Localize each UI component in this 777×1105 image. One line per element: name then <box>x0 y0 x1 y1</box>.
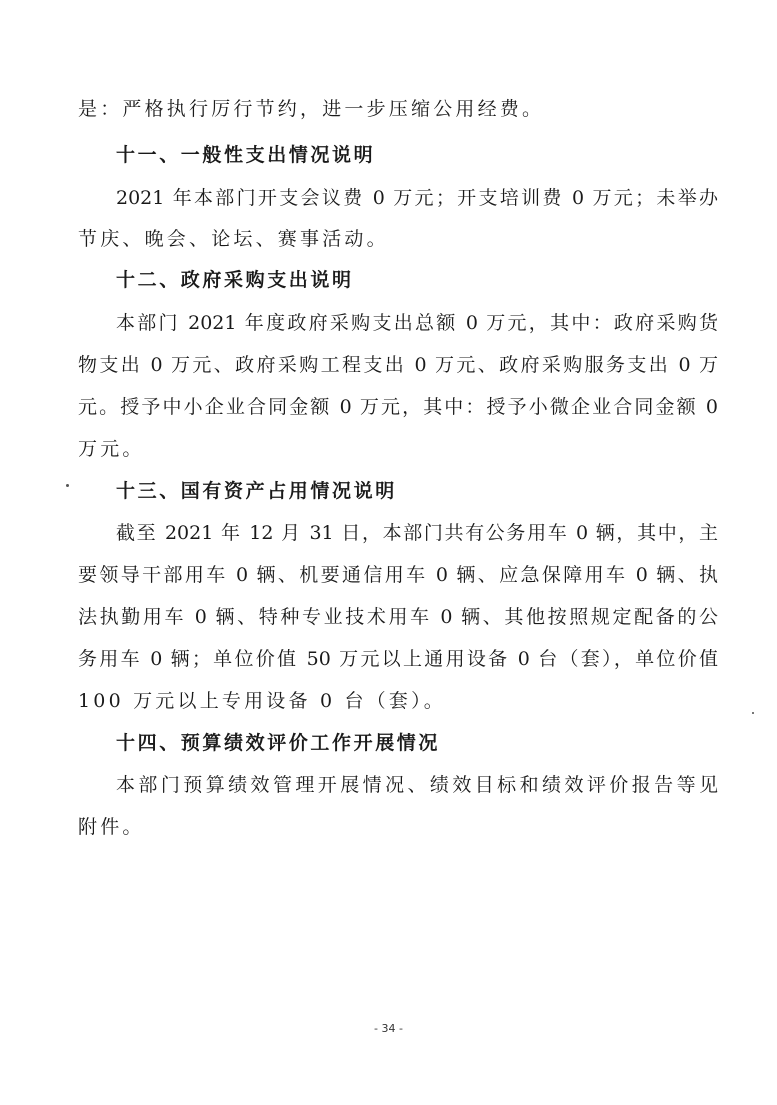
paragraph-line: 100 万元以上专用设备 0 台（套）。 <box>78 690 446 712</box>
paragraph-line: 务用车 0 辆；单位价值 50 万元以上通用设备 0 台（套），单位价值 <box>78 648 718 670</box>
paragraph-line: 要领导干部用车 0 辆、机要通信用车 0 辆、应急保障用车 0 辆、执 <box>78 564 718 586</box>
section-heading-13: 十三、国有资产占用情况说明 <box>116 480 397 502</box>
scan-speck <box>752 712 754 714</box>
paragraph-line: 截至 2021 年 12 月 31 日，本部门共有公务用车 0 辆，其中，主 <box>116 522 718 544</box>
paragraph-line: 物支出 0 万元、政府采购工程支出 0 万元、政府采购服务支出 0 万 <box>78 354 718 376</box>
paragraph-line: 本部门预算绩效管理开展情况、绩效目标和绩效评价报告等见 <box>116 774 718 796</box>
paragraph-line: 元。授予中小企业合同金额 0 万元，其中：授予小微企业合同金额 0 <box>78 396 718 418</box>
paragraph-line: 2021 年本部门开支会议费 0 万元；开支培训费 0 万元；未举办 <box>116 187 718 209</box>
paragraph-line: 节庆、晚会、论坛、赛事活动。 <box>78 228 389 250</box>
paragraph-line: 法执勤用车 0 辆、特种专业技术用车 0 辆、其他按照规定配备的公 <box>78 606 718 628</box>
paragraph-line: 本部门 2021 年度政府采购支出总额 0 万元，其中：政府采购货 <box>116 312 718 334</box>
page-number: - 34 - <box>374 1022 403 1035</box>
section-heading-12: 十二、政府采购支出说明 <box>116 269 354 291</box>
paragraph-line: 万元。 <box>78 438 145 460</box>
section-heading-11: 十一、一般性支出情况说明 <box>116 144 376 166</box>
paragraph-line: 附件。 <box>78 816 145 838</box>
paragraph-line: 是：严格执行厉行节约，进一步压缩公用经费。 <box>78 98 545 120</box>
scan-speck <box>66 484 69 487</box>
section-heading-14: 十四、预算绩效评价工作开展情况 <box>116 732 441 754</box>
